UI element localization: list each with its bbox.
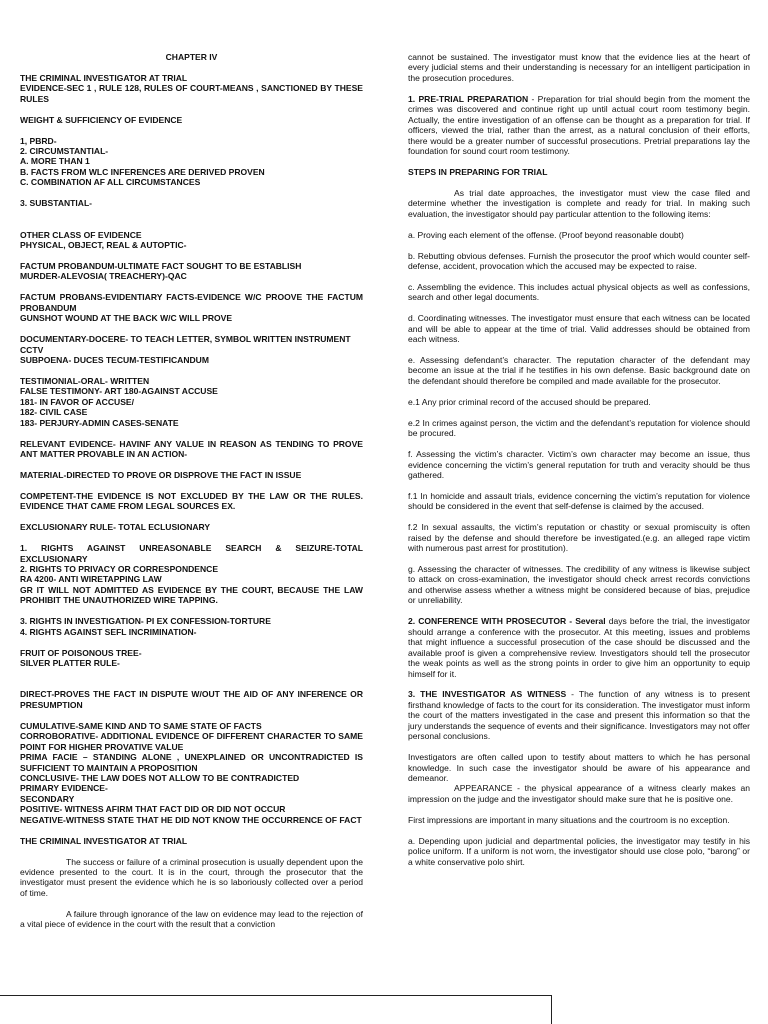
heading-line-1: THE CRIMINAL INVESTIGATOR AT TRIAL bbox=[20, 72, 188, 83]
item-f: f. Assessing the victim’s character. Victim’s own character may become an issue, thus evidence concerning the victim’s general reputation for truth and veracity should be thus gathered. bbox=[408, 449, 750, 480]
cumulative-line: CUMULATIVE-SAME KIND AND TO SAME STATE OF FACTS bbox=[20, 720, 262, 731]
criminal-investigator-heading: THE CRIMINAL INVESTIGATOR AT TRIAL bbox=[20, 835, 188, 846]
witness-paragraph bbox=[408, 689, 750, 741]
fruit-rules bbox=[20, 648, 363, 669]
cumulative-line: CORROBORATIVE- ADDITIONAL EVIDENCE OF DIFFERENT CHARACTER TO SAME POINT FOR HIGHER PROVATIVE VALUE bbox=[20, 731, 363, 752]
testimonial-line: TESTIMONIAL-ORAL- WRITTEN bbox=[20, 375, 150, 386]
weight-heading: WEIGHT & SUFFICIENCY OF EVIDENCE bbox=[20, 114, 183, 125]
documentary-line: CCTV bbox=[20, 344, 44, 355]
kind-item: 1, PBRD- bbox=[20, 135, 57, 146]
item-e: e. Assessing defendant’s character. The reputation character of the defendant may become an issue at the trial if he testifies in his own defense. Basic background date on the defendant should therefore be compiled and made available for the prosecutor. bbox=[408, 355, 750, 386]
kind-item: A. MORE THAN 1 bbox=[20, 156, 90, 167]
rights-line: GR IT WILL NOT ADMITTED AS EVIDENCE BY THE COURT, BECAUSE THE LAW PROHIBIT THE UNAUTHORIZED WIRE TAPPING. bbox=[20, 584, 363, 606]
factum-line: MURDER-ALEVOSIA( TREACHERY)-QAC bbox=[20, 271, 187, 282]
testimonial-line: 181- IN FAVOR OF ACCUSE/ bbox=[20, 396, 134, 407]
cumulative-line: NEGATIVE-WITNESS STATE THAT HE DID NOT KNOW THE OCCURRENCE OF FACT bbox=[20, 814, 362, 825]
rights-line: 1. RIGHTS AGAINST UNREASONABLE SEARCH & SEIZURE-TOTAL EXCLUSIONARY bbox=[20, 543, 363, 564]
footer-rule-vertical bbox=[551, 995, 552, 1024]
steps-heading: STEPS IN PREPARING FOR TRIAL bbox=[408, 166, 548, 177]
testimonial-line: 182- CIVIL CASE bbox=[20, 407, 88, 418]
testimonial-line: 183- PERJURY-ADMIN CASES-SENATE bbox=[20, 417, 179, 428]
rights-line: 3. RIGHTS IN INVESTIGATION- PI EX CONFESSION-TORTURE bbox=[20, 616, 271, 627]
item-e2: e.2 In crimes against person, the victim and the defendant’s reputation for violence should be procured. bbox=[408, 417, 750, 439]
cumulative-line: SECONDARY bbox=[20, 793, 75, 804]
documentary-line: DOCUMENTARY-DOCERE- TO TEACH LETTER, SYMBOL WRITTEN INSTRUMENT bbox=[20, 334, 351, 345]
kind-item: 2. CIRCUMSTANTIAL- bbox=[20, 146, 109, 157]
kind-item: C. COMBINATION AF ALL CIRCUMSTANCES bbox=[20, 177, 201, 188]
steps-paragraph: As trial date approaches, the investigator must view the case filed and determine whether the investigation is complete and ready for trial. In making such evaluation, the investigator should pay particular attention to the following items: bbox=[408, 187, 750, 219]
rights-line: 4. RIGHTS AGAINST SEFL INCRIMINATION- bbox=[20, 626, 197, 637]
other-class-line: PHYSICAL, OBJECT, REAL & AUTOPTIC- bbox=[20, 240, 187, 251]
pretrial-paragraph bbox=[408, 94, 750, 157]
kinds-list bbox=[20, 136, 363, 188]
cumulative-line: POSITIVE- WITNESS AFIRM THAT FACT DID OR DID NOT OCCUR bbox=[20, 804, 286, 815]
failure-paragraph: A failure through ignorance of the law on evidence may lead to the rejection of a vital piece of evidence in the court with the result that a conviction bbox=[20, 908, 363, 930]
item-d: d. Coordinating witnesses. The investigator must ensure that each witness can be located and will be able to appear at the time of trial. Valid addresses should be obtained from each witness. bbox=[408, 313, 750, 345]
continuation-paragraph: cannot be sustained. The investigator must know that the evidence lies at the heart of every judicial stems and their understanding is necessary for an intelligent participation in the prosecution procedures. bbox=[408, 52, 750, 83]
conference-text: days before the trial, the investigator should arrange a conference with the prosecutor. At this meeting, issues and problems that might influence a successful prosecution of the case should be discussed and the available proof is given a comprehensive review. Investigators should tell the prosecutor the weak points as well as the strong points in order to give him an opportunity to equip himself for it. bbox=[408, 616, 750, 679]
substantial-item: 3. SUBSTANTIAL- bbox=[20, 198, 93, 209]
left-column bbox=[20, 52, 363, 940]
documentary-line: SUBPOENA- DUCES TECUM-TESTIFICANDUM bbox=[20, 355, 209, 366]
rights-line: RA 4200- ANTI WIRETAPPING LAW bbox=[20, 574, 162, 585]
cumulative-line: PRIMARY EVIDENCE- bbox=[20, 783, 108, 794]
factum-line: GUNSHOT WOUND AT THE BACK W/C WILL PROVE bbox=[20, 313, 233, 324]
conference-paragraph bbox=[408, 616, 750, 679]
kind-item: B. FACTS FROM WLC INFERENCES ARE DERIVED PROVEN bbox=[20, 166, 265, 177]
first-impressions-paragraph: First impressions are important in many situations and the courtroom is no exception. bbox=[408, 814, 730, 825]
item-a: a. Proving each element of the offense. (Proof beyond reasonable doubt) bbox=[408, 229, 684, 240]
called-paragraph: Investigators are often called upon to testify about matters to which he has personal knowledge. In such case the investigator should be aware of his appearance and demeanor. bbox=[408, 752, 750, 783]
success-paragraph: The success or failure of a criminal prosecution is usually dependent upon the evidence presented to the court. It is in the court, through the prosecutor that the investigator must present the evidence which he is so laboriously collected over a period of time. bbox=[20, 856, 363, 898]
direct-evidence: DIRECT-PROVES THE FACT IN DISPUTE W/OUT THE AID OF ANY INFERENCE OR PRESUMPTION bbox=[20, 689, 363, 710]
factum-line: FACTUM PROBANS-EVIDENTIARY FACTS-EVIDENCE W/C PROOVE THE FACTUM PROBANDUM bbox=[20, 292, 363, 313]
other-class bbox=[20, 230, 363, 251]
item-f1: f.1 In homicide and assault trials, evidence concerning the victim’s reputation for violence should be considered in the event that self-defense is claimed by the accused. bbox=[408, 490, 750, 512]
rights-list bbox=[20, 543, 363, 606]
chapter-title: CHAPTER IV bbox=[165, 52, 218, 62]
competent-evidence: COMPETENT-THE EVIDENCE IS NOT EXCLUDED BY THE LAW OR THE RULES. EVIDENCE THAT CAME FROM LEGAL SOURCES EX. bbox=[20, 490, 363, 512]
item-f2: f.2 In sexual assaults, the victim’s reputation or chastity or sexual promiscuity is often raised by the defense and should therefore be investigated.(e.g. an alleged rape victim with numerous past arrest for prostitution). bbox=[408, 522, 750, 554]
witness-heading: 3. THE INVESTIGATOR AS WITNESS bbox=[408, 689, 567, 700]
heading-line-2: EVIDENCE-SEC 1 , RULE 128, RULES OF COURT-MEANS , SANCTIONED BY THESE RULES bbox=[20, 83, 363, 104]
testimonial-line: FALSE TESTIMONY- ART 180-AGAINST ACCUSE bbox=[20, 386, 218, 397]
testimonial bbox=[20, 376, 363, 428]
conference-heading: 2. CONFERENCE WITH PROSECUTOR - Several bbox=[408, 616, 606, 627]
item-g: g. Assessing the character of witnesses. The credibility of any witness is likewise subject to attack on cross-examination, the investigator should check arrest records convictions and otherwise assess whether a witness might be considered because of bias, prejudice or unreliability. bbox=[408, 563, 750, 606]
rights-list-2 bbox=[20, 616, 363, 637]
footer-rule bbox=[0, 995, 551, 996]
item-b: b. Rebutting obvious defenses. Furnish the prosecutor the proof which would counter self-defense, accident, provocation which the accused may be expected to raise. bbox=[408, 250, 750, 271]
documentary bbox=[20, 334, 363, 365]
fruit-line: SILVER PLATTER RULE- bbox=[20, 658, 120, 669]
factum-probans bbox=[20, 292, 363, 323]
relevant-evidence: RELEVANT EVIDENCE- HAVINF ANY VALUE IN REASON AS TENDING TO PROVE ANT MATTER PROVABLE IN AN ACTION- bbox=[20, 438, 363, 460]
exclusionary-rule: EXCLUSIONARY RULE- TOTAL ECLUSIONARY bbox=[20, 522, 211, 533]
pretrial-heading: 1. PRE-TRIAL PREPARATION bbox=[408, 93, 529, 104]
right-column bbox=[408, 52, 750, 877]
item-c: c. Assembling the evidence. This includes actual physical objects as well as confessions, search and other legal documents. bbox=[408, 281, 750, 303]
factum-line: FACTUM PROBANDUM-ULTIMATE FACT SOUGHT TO BE ESTABLISH bbox=[20, 260, 302, 271]
witness-text: - The function of any witness is to present firsthand knowledge of facts to the court for its consideration. The investigator must inform the court of the matters investigated in the case and present this information so that the jury understands the sequence of events and their significance. Investigators may not offer personal conclusions. bbox=[408, 689, 750, 742]
cumulative-list bbox=[20, 721, 363, 826]
uniform-paragraph: a. Depending upon judicial and departmental policies, the investigator may testify in his police uniform. If a uniform is not worn, the investigator should use close polo, “barong” or a white conservative polo shirt. bbox=[408, 835, 750, 867]
material-evidence: MATERIAL-DIRECTED TO PROVE OR DISPROVE THE FACT IN ISSUE bbox=[20, 469, 302, 480]
evidence-heading bbox=[20, 73, 363, 104]
appearance-paragraph: APPEARANCE - the physical appearance of a witness clearly makes an impression on the judge and the investigator should make sure that he is positive one. bbox=[408, 783, 750, 804]
cumulative-line: CONCLUSIVE- THE LAW DOES NOT ALLOW TO BE CONTRADICTED bbox=[20, 772, 300, 783]
factum-probandum bbox=[20, 261, 363, 282]
other-class-line: OTHER CLASS OF EVIDENCE bbox=[20, 229, 142, 240]
pretrial-text: - Preparation for trial should begin from the moment the crimes was discovered and continue right up until actual court room testimony begin. Actually, the entire investigation of an offense can be thought as a preparation for trial. If officers, viewed the trial, rather than the arrest, as a natural conclusion of their efforts, there would be a greater number of successful prosecutions. Pretrial preparations lay the foundation for sound court room testimony. bbox=[408, 93, 750, 157]
item-e1: e.1 Any prior criminal record of the accused should be prepared. bbox=[408, 396, 651, 407]
fruit-line: FRUIT OF POISONOUS TREE- bbox=[20, 647, 142, 658]
cumulative-line: PRIMA FACIE – STANDING ALONE , UNEXPLAINED OR UNCONTRADICTED IS SUFFICIENT TO MAINTAIN A PROPOSITION bbox=[20, 752, 363, 773]
rights-line: 2. RIGHTS TO PRIVACY OR CORRESPONDENCE bbox=[20, 563, 219, 574]
